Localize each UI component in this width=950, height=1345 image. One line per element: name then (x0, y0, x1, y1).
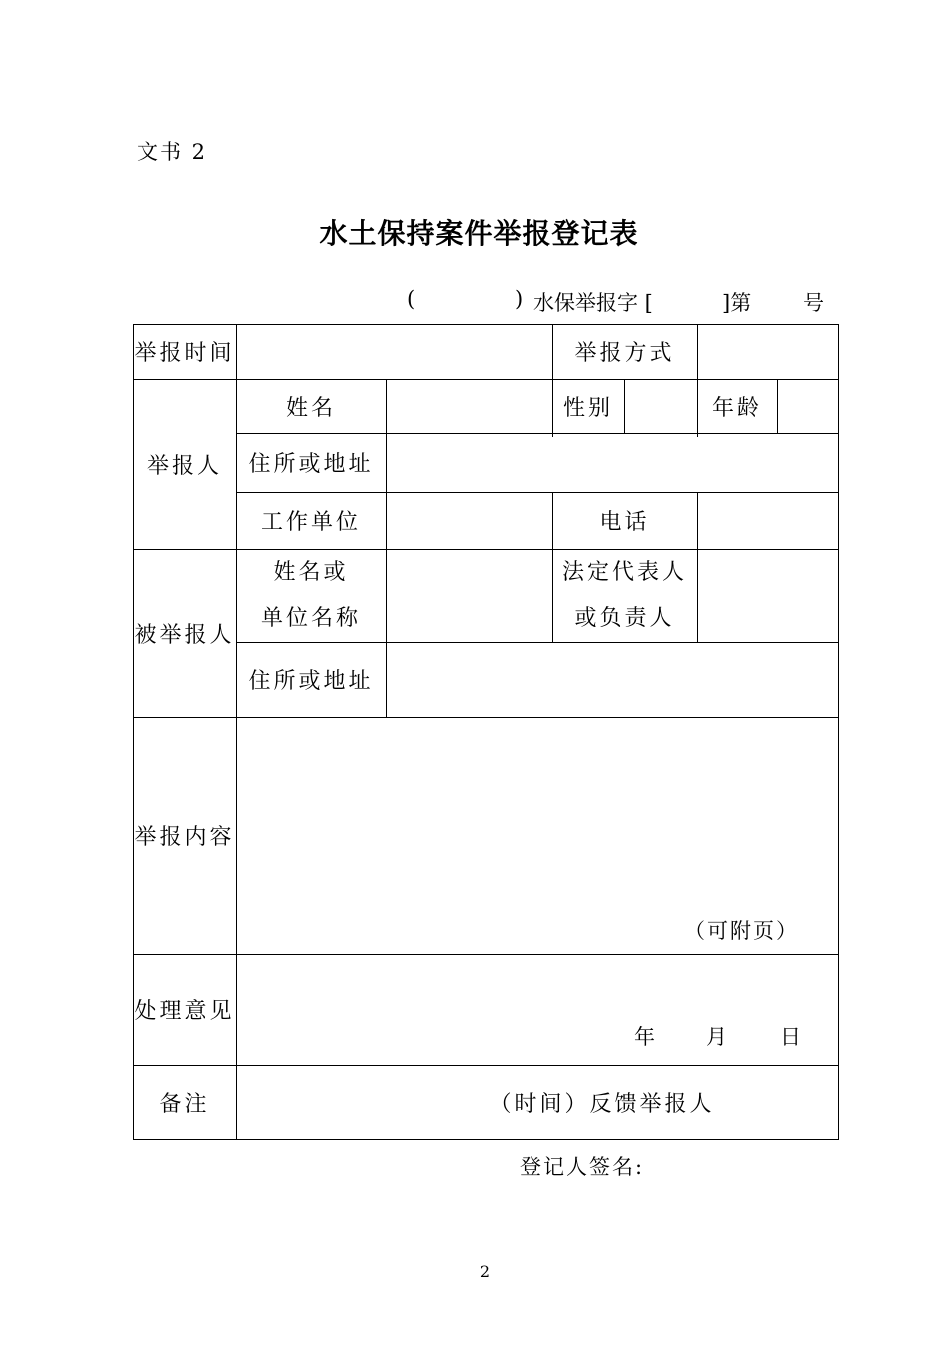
reported-representative-label (552, 549, 697, 642)
reported-name-field (386, 549, 552, 642)
doc-number-close-paren: ) (515, 287, 524, 311)
report-content-label: 举报内容 (134, 825, 235, 850)
reporter-age-label: 年龄 (711, 395, 762, 421)
reporter-workplace-field (386, 492, 552, 549)
reported-representative-label-line1: 法定代表人 (561, 559, 687, 585)
remarks-field (236, 1065, 838, 1139)
reported-section-label: 被举报人 (134, 622, 235, 648)
reporter-gender-field (624, 379, 697, 433)
reporter-address-label: 住所或地址 (248, 452, 374, 477)
document-label: 文书 2 (137, 140, 208, 164)
reporter-name-label: 姓名 (285, 395, 336, 421)
remarks-label: 备注 (159, 1091, 210, 1117)
remarks-text: （时间）反馈举报人 (489, 1091, 715, 1117)
opinion-date-month: 月 (706, 1025, 729, 1049)
page-number: 2 (479, 1262, 491, 1281)
reported-representative-label-line2: 或负责人 (574, 605, 675, 631)
opinion-date-year: 年 (634, 1025, 657, 1049)
reported-address-label: 住所或地址 (248, 669, 374, 694)
attachment-note: （可附页） (684, 919, 799, 943)
reported-representative-field (697, 549, 838, 642)
doc-number-suffix: 号 (803, 291, 824, 315)
reported-name-label-line2: 单位名称 (260, 605, 361, 631)
report-method-field (697, 324, 838, 379)
reporter-address-field (386, 433, 838, 492)
report-time-label: 举报时间 (134, 341, 235, 366)
report-method-label: 举报方式 (574, 341, 675, 366)
doc-number-open-paren: ( (407, 287, 416, 311)
reporter-phone-field (697, 492, 838, 549)
doc-number-agency-text: 水保举报字 [ (533, 291, 653, 315)
reporter-phone-label: 电话 (599, 510, 650, 535)
reporter-section-label: 举报人 (146, 453, 222, 479)
registrar-signature-label: 登记人签名: (520, 1155, 645, 1179)
reporter-gender-label: 性别 (562, 395, 613, 421)
page-title: 水土保持案件举报登记表 (319, 217, 639, 250)
reported-address-field (386, 642, 838, 717)
opinion-date-day: 日 (780, 1025, 803, 1049)
reported-name-label-line1: 姓名或 (273, 559, 349, 585)
reporter-age-field (777, 379, 838, 433)
handling-opinion-label: 处理意见 (134, 999, 235, 1024)
doc-number-close-bracket: ]第 (722, 291, 752, 315)
handling-opinion-field (236, 954, 838, 1065)
reporter-name-field (386, 379, 552, 433)
reporter-workplace-label: 工作单位 (260, 510, 361, 535)
report-time-field (236, 324, 552, 379)
reported-name-label (236, 549, 386, 642)
